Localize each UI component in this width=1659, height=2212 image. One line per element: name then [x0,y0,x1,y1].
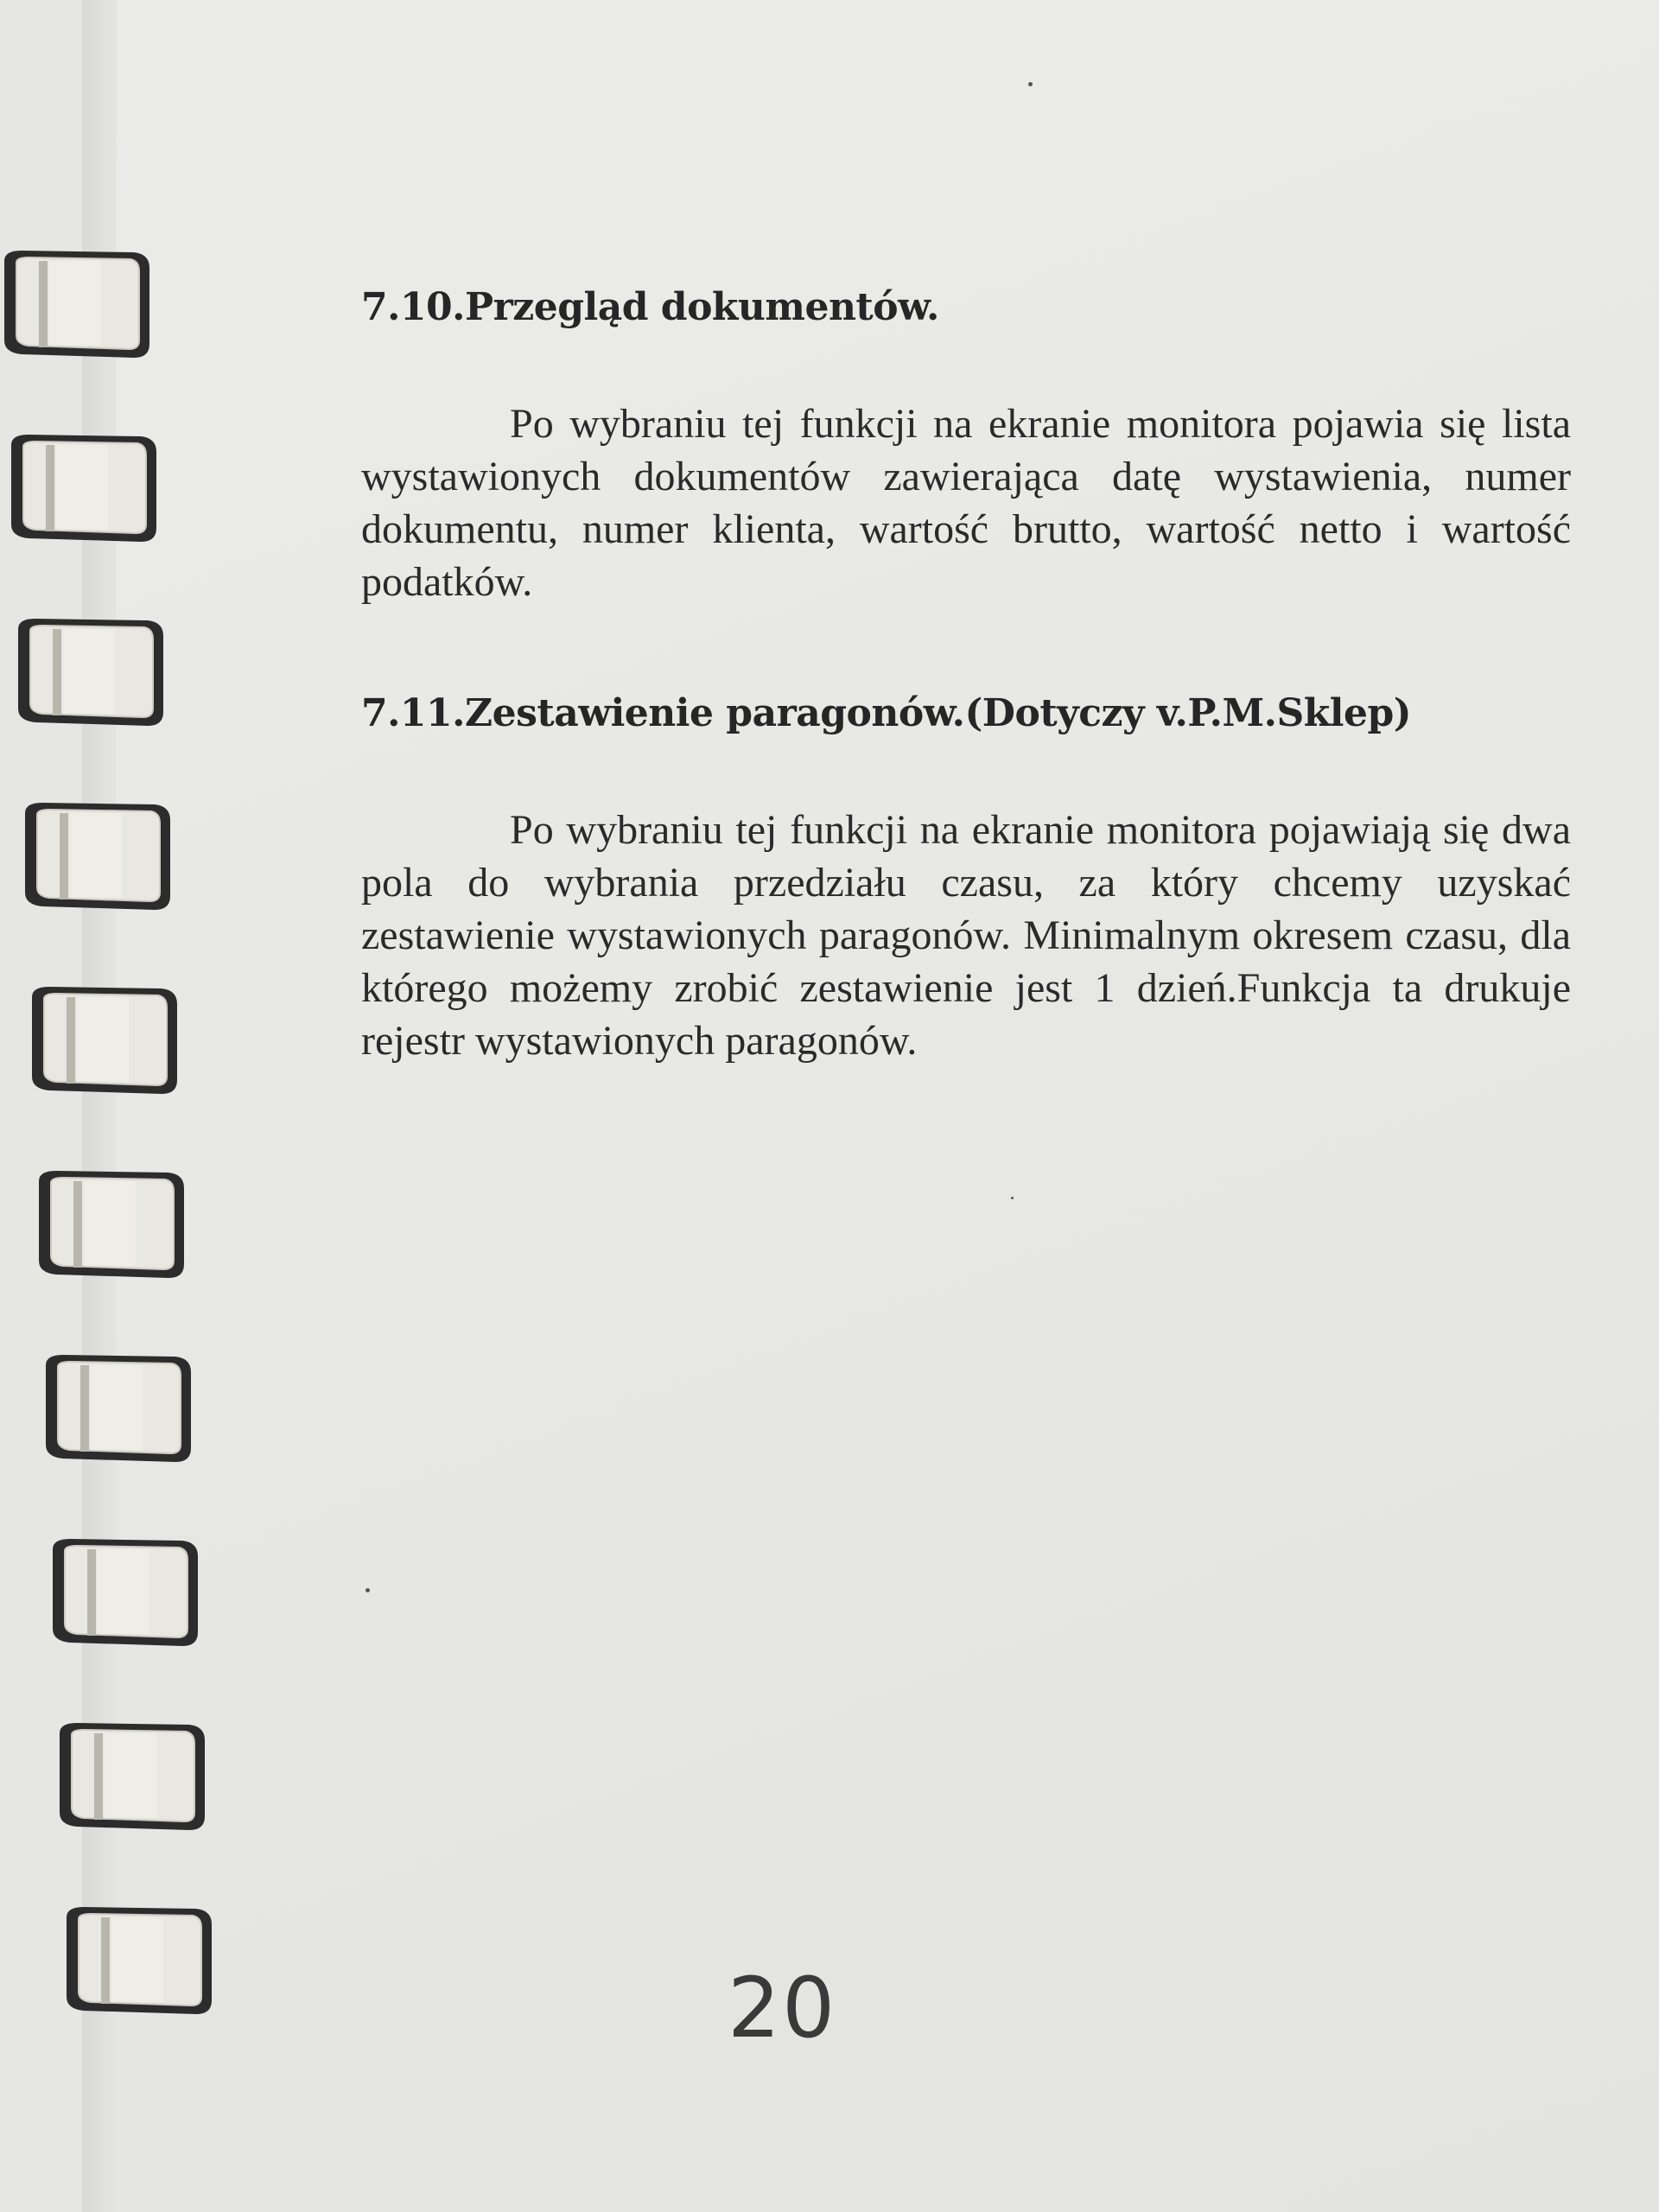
spiral-binding [0,0,225,2212]
paragraph-text: Po wybraniu tej funkcji na ekranie monitora pojawiają się dwa pola do wybrania przedziału czasu, za który chcemy uzyskać zestawienie wystawionych paragonów. Minimalnym okresem czasu, dla którego możemy zrobić zestawienie jest 1 dzień.Funkcja ta drukuje rejestr wystawionych paragonów. [361,807,1571,1064]
binding-ring [32,987,177,1094]
binding-ring [18,619,163,726]
paper-speck [1011,1197,1014,1199]
section-paragraph-7-10 [361,397,1571,608]
binding-ring [60,1723,205,1830]
section-heading-7-10: 7.10.Przegląd dokumentów. [361,285,939,329]
binding-ring [25,803,170,910]
paragraph-text: Po wybraniu tej funkcji na ekranie monitora pojawia się lista wystawionych dokumentów zawierająca datę wystawienia, numer dokumentu, numer klienta, wartość brutto, wartość netto i wartość podatków. [361,401,1571,605]
binding-ring [53,1539,198,1646]
binding-ring [46,1355,191,1462]
paper-speck [365,1588,370,1592]
document-page [82,0,1659,2212]
section-paragraph-7-11 [361,804,1571,1067]
binding-ring [67,1907,212,2014]
paper-speck [1028,82,1033,86]
section-heading-7-11: 7.11.Zestawienie paragonów.(Dotyczy v.P.M.Sklep) [361,691,1412,735]
binding-ring [39,1171,184,1278]
page-number: 20 [728,1960,837,2056]
binding-ring [4,251,149,358]
binding-ring [11,435,156,542]
